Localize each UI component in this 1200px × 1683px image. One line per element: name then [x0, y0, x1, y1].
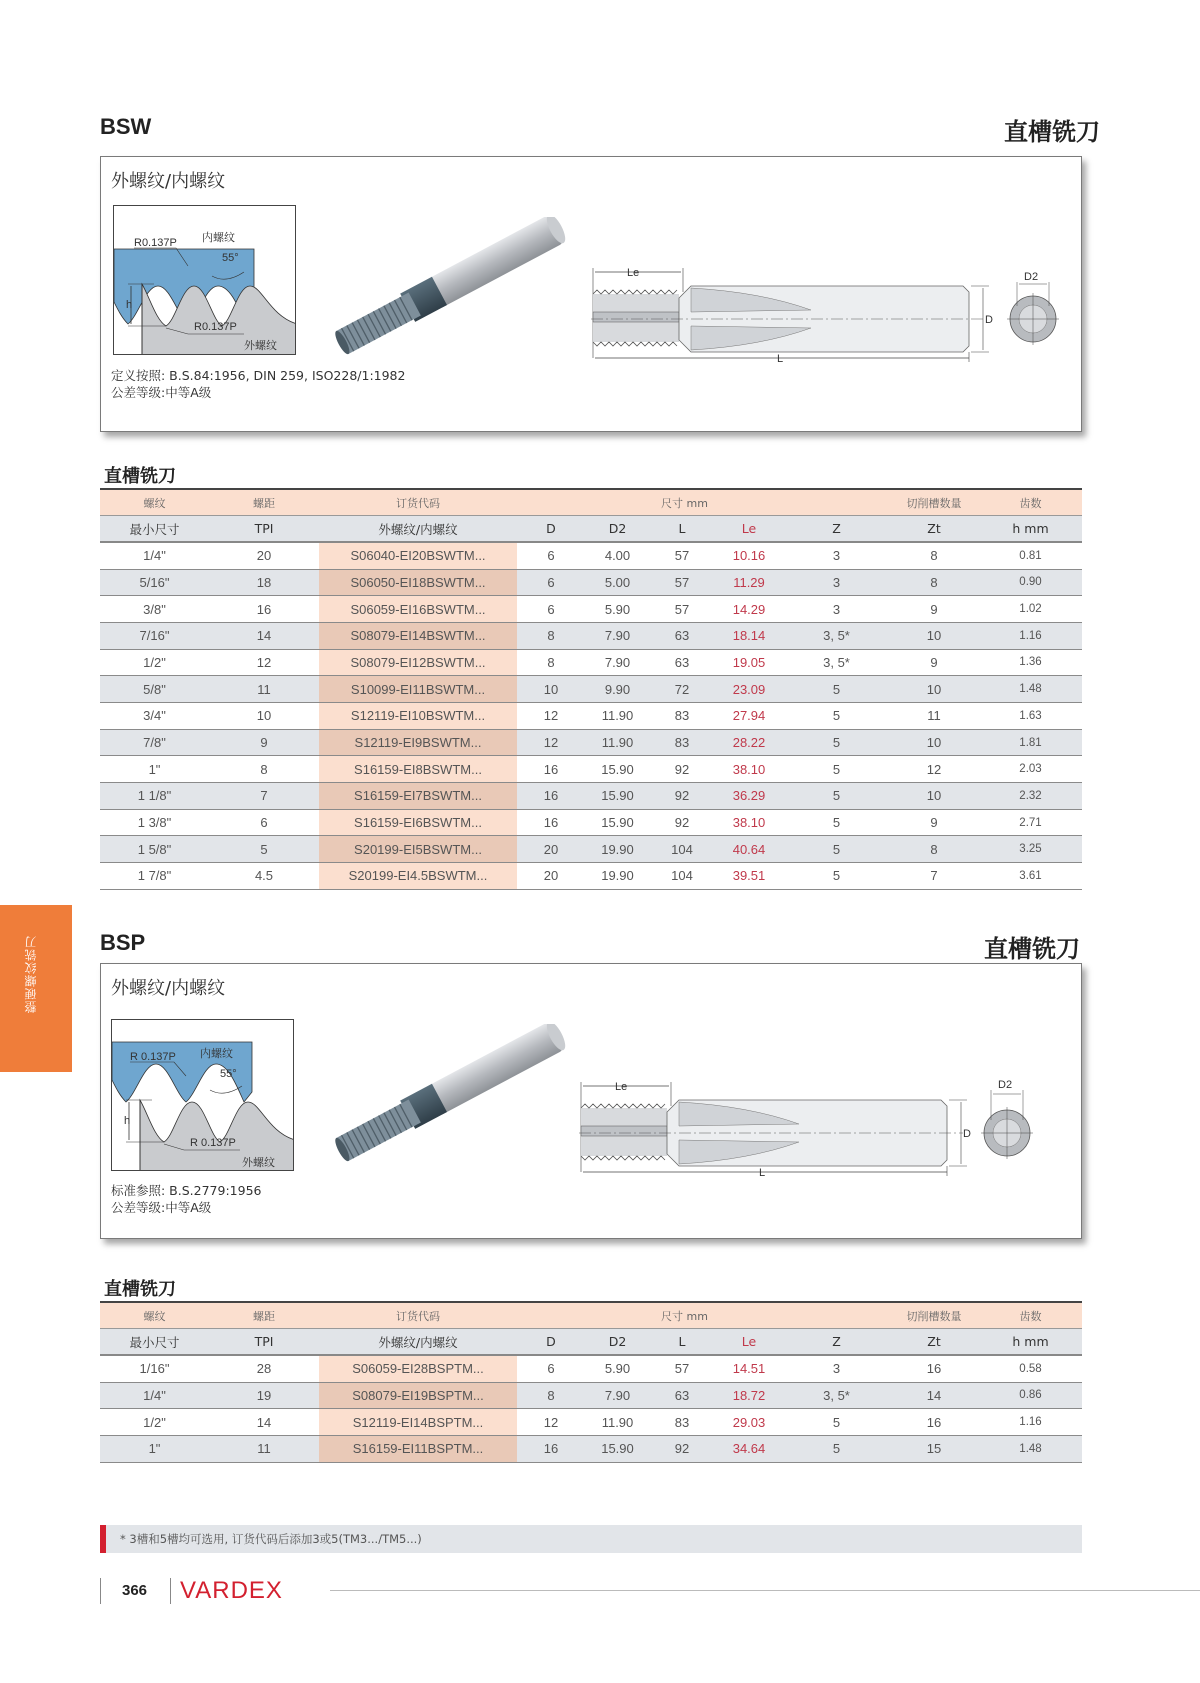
cell-zt: 9 — [889, 809, 979, 836]
col-h-mm: h mm — [979, 516, 1082, 543]
cell-d: 20 — [517, 836, 585, 863]
table-row — [100, 1409, 1082, 1436]
cell-min-size: 1 7/8" — [100, 863, 209, 890]
cell-l: 72 — [650, 676, 714, 703]
cell-min-size: 1/16" — [100, 1355, 209, 1382]
cell-l: 57 — [650, 1355, 714, 1382]
svg-text:内螺纹: 内螺纹 — [200, 1048, 233, 1060]
section-title-bsp: BSP — [100, 930, 146, 955]
cell-l: 92 — [650, 756, 714, 783]
tool-technical-drawing — [579, 1076, 1049, 1186]
cell-order-code: S08079-EI12BSWTM... — [319, 649, 517, 676]
svg-text:h: h — [124, 1115, 131, 1127]
cell-order-code: S06059-EI28BSPTM... — [319, 1355, 517, 1382]
svg-text:Le: Le — [615, 1081, 628, 1093]
cell-h-mm: 2.32 — [979, 783, 1082, 810]
footer-divider — [100, 1578, 101, 1604]
cell-min-size: 1/4" — [100, 542, 209, 569]
cell-zt: 8 — [889, 542, 979, 569]
cell-h-mm: 0.86 — [979, 1382, 1082, 1409]
cell-le: 40.64 — [714, 836, 784, 863]
cell-order-code: S16159-EI7BSWTM... — [319, 783, 517, 810]
cell-z: 5 — [784, 729, 889, 756]
col-d: D — [517, 516, 585, 543]
cell-l: 63 — [650, 649, 714, 676]
table-row — [100, 622, 1082, 649]
col-tpi: TPI — [209, 516, 319, 543]
l-dim-label: L — [777, 353, 784, 365]
cell-z: 5 — [784, 863, 889, 890]
svg-text:L: L — [759, 1167, 766, 1179]
header-group-order-code: 订货代码 — [319, 489, 517, 516]
cell-min-size: 1/2" — [100, 1409, 209, 1436]
col-min-size: 最小尺寸 — [100, 1329, 209, 1356]
cell-d2: 15.90 — [585, 783, 650, 810]
table-row — [100, 809, 1082, 836]
cell-l: 83 — [650, 729, 714, 756]
header-group-thread: 螺纹 — [100, 489, 209, 516]
header-group-pitch: 螺距 — [209, 1302, 319, 1329]
tool-3d-render — [321, 217, 581, 357]
header-group-flutes: 切削槽数量 — [889, 489, 979, 516]
cell-min-size: 1" — [100, 756, 209, 783]
cell-zt: 10 — [889, 729, 979, 756]
cell-order-code: S10099-EI11BSWTM... — [319, 676, 517, 703]
svg-text:D2: D2 — [998, 1079, 1013, 1091]
cell-tpi: 7 — [209, 783, 319, 810]
cell-tpi: 19 — [209, 1382, 319, 1409]
cell-order-code: S16159-EI8BSWTM... — [319, 756, 517, 783]
section-tool-type-bsw: 直槽铣刀 — [1004, 118, 1100, 146]
cell-tpi: 16 — [209, 596, 319, 623]
cell-z: 5 — [784, 836, 889, 863]
cell-z: 3, 5* — [784, 622, 889, 649]
cell-l: 83 — [650, 703, 714, 730]
table-row — [100, 649, 1082, 676]
cell-z: 3 — [784, 542, 889, 569]
d2-dim-label: D2 — [1024, 271, 1039, 283]
cell-le: 34.64 — [714, 1435, 784, 1462]
cell-h-mm: 0.58 — [979, 1355, 1082, 1382]
cell-order-code: S12119-EI14BSPTM... — [319, 1409, 517, 1436]
cell-order-code: S20199-EI4.5BSWTM... — [319, 863, 517, 890]
cell-d2: 4.00 — [585, 542, 650, 569]
brand-logo: VARDEX — [180, 1577, 283, 1604]
cell-h-mm: 1.16 — [979, 622, 1082, 649]
header-group-teeth: 齿数 — [979, 489, 1082, 516]
table-row — [100, 703, 1082, 730]
col-min-size: 最小尺寸 — [100, 516, 209, 543]
cell-order-code: S20199-EI5BSWTM... — [319, 836, 517, 863]
cell-d: 16 — [517, 1435, 585, 1462]
spec-table-bsw — [100, 488, 1082, 890]
col-ext-int: 外螺纹/内螺纹 — [319, 516, 517, 543]
cell-d: 6 — [517, 1355, 585, 1382]
cell-le: 38.10 — [714, 809, 784, 836]
cell-h-mm: 0.90 — [979, 569, 1082, 596]
cell-d: 12 — [517, 1409, 585, 1436]
cell-z: 3 — [784, 596, 889, 623]
page-number: 366 — [122, 1582, 148, 1599]
col-zt: Zt — [889, 1329, 979, 1356]
svg-text:外螺纹: 外螺纹 — [244, 340, 277, 352]
cell-d2: 7.90 — [585, 649, 650, 676]
cell-d2: 15.90 — [585, 756, 650, 783]
cell-zt: 10 — [889, 783, 979, 810]
cell-l: 57 — [650, 569, 714, 596]
cell-l: 92 — [650, 1435, 714, 1462]
table-row — [100, 676, 1082, 703]
cell-h-mm: 3.61 — [979, 863, 1082, 890]
cell-l: 57 — [650, 542, 714, 569]
internal-radius-label: R0.137P — [134, 237, 177, 249]
cell-tpi: 28 — [209, 1355, 319, 1382]
cell-le: 38.10 — [714, 756, 784, 783]
cell-l: 92 — [650, 809, 714, 836]
cell-d: 12 — [517, 703, 585, 730]
cell-z: 5 — [784, 809, 889, 836]
table-row — [100, 569, 1082, 596]
side-category-tab[interactable] — [0, 905, 72, 1072]
cell-order-code: S06040-EI20BSWTM... — [319, 542, 517, 569]
cell-tpi: 11 — [209, 1435, 319, 1462]
cell-le: 10.16 — [714, 542, 784, 569]
table-title-bsw: 直槽铣刀 — [104, 466, 176, 487]
cell-d: 12 — [517, 729, 585, 756]
cell-tpi: 12 — [209, 649, 319, 676]
thread-profile-diagram — [113, 205, 296, 355]
cell-le: 39.51 — [714, 863, 784, 890]
col-le: Le — [714, 516, 784, 543]
cell-l: 104 — [650, 863, 714, 890]
header-group-flutes: 切削槽数量 — [889, 1302, 979, 1329]
cell-zt: 14 — [889, 1382, 979, 1409]
header-group-order-code: 订货代码 — [319, 1302, 517, 1329]
cell-d: 10 — [517, 676, 585, 703]
cell-le: 28.22 — [714, 729, 784, 756]
cell-order-code: S06059-EI16BSWTM... — [319, 596, 517, 623]
panel-title: 外螺纹/内螺纹 — [111, 171, 226, 192]
table-row — [100, 1355, 1082, 1382]
cell-le: 36.29 — [714, 783, 784, 810]
d-dim-label: D — [985, 314, 993, 326]
cell-d2: 9.90 — [585, 676, 650, 703]
svg-text:h: h — [126, 299, 133, 311]
cell-d2: 11.90 — [585, 1409, 650, 1436]
cell-h-mm: 0.81 — [979, 542, 1082, 569]
cell-min-size: 5/8" — [100, 676, 209, 703]
thread-info-panel-bsp — [100, 963, 1082, 1239]
cell-order-code: S16159-EI6BSWTM... — [319, 809, 517, 836]
cell-le: 14.51 — [714, 1355, 784, 1382]
cell-d2: 19.90 — [585, 836, 650, 863]
footnote — [100, 1525, 1082, 1553]
table-row — [100, 863, 1082, 890]
col-z: Z — [784, 516, 889, 543]
thread-info-panel-bsw — [100, 156, 1082, 432]
col-zt: Zt — [889, 516, 979, 543]
cell-l: 63 — [650, 1382, 714, 1409]
cell-zt: 9 — [889, 596, 979, 623]
cell-order-code: S08079-EI14BSWTM... — [319, 622, 517, 649]
footer-divider — [170, 1578, 171, 1604]
cell-zt: 16 — [889, 1409, 979, 1436]
cell-d2: 5.00 — [585, 569, 650, 596]
cell-zt: 8 — [889, 569, 979, 596]
cell-z: 5 — [784, 1409, 889, 1436]
cell-min-size: 1/2" — [100, 649, 209, 676]
svg-text:R 0.137P: R 0.137P — [190, 1137, 236, 1149]
col-d: D — [517, 1329, 585, 1356]
cell-d2: 7.90 — [585, 1382, 650, 1409]
svg-text:R 0.137P: R 0.137P — [130, 1051, 176, 1063]
cell-d2: 7.90 — [585, 622, 650, 649]
table-row — [100, 542, 1082, 569]
cell-order-code: S16159-EI11BSPTM... — [319, 1435, 517, 1462]
cell-d: 6 — [517, 542, 585, 569]
cell-min-size: 7/8" — [100, 729, 209, 756]
cell-tpi: 5 — [209, 836, 319, 863]
cell-h-mm: 1.63 — [979, 703, 1082, 730]
standard-reference: 定义按照: B.S.84:1956, DIN 259, ISO228/1:1982 — [111, 368, 406, 383]
cell-min-size: 1/4" — [100, 1382, 209, 1409]
table-row — [100, 596, 1082, 623]
cell-zt: 8 — [889, 836, 979, 863]
cell-d2: 15.90 — [585, 809, 650, 836]
side-tab-label: 整硬螺纹铣刀 — [24, 935, 38, 1013]
cell-h-mm: 1.81 — [979, 729, 1082, 756]
cell-zt: 7 — [889, 863, 979, 890]
cell-h-mm: 1.02 — [979, 596, 1082, 623]
tool-technical-drawing — [591, 262, 1071, 372]
cell-d2: 15.90 — [585, 1435, 650, 1462]
cell-l: 92 — [650, 783, 714, 810]
cell-order-code: S06050-EI18BSWTM... — [319, 569, 517, 596]
header-group-teeth: 齿数 — [979, 1302, 1082, 1329]
table-row — [100, 729, 1082, 756]
cell-z: 5 — [784, 783, 889, 810]
cell-tpi: 9 — [209, 729, 319, 756]
col-ext-int: 外螺纹/内螺纹 — [319, 1329, 517, 1356]
cell-tpi: 18 — [209, 569, 319, 596]
cell-h-mm: 2.71 — [979, 809, 1082, 836]
cell-d: 16 — [517, 809, 585, 836]
cell-d: 8 — [517, 622, 585, 649]
cell-min-size: 3/4" — [100, 703, 209, 730]
header-group-row — [100, 489, 1082, 516]
cell-d: 8 — [517, 1382, 585, 1409]
cell-zt: 12 — [889, 756, 979, 783]
col-d2: D2 — [585, 516, 650, 543]
cell-l: 63 — [650, 622, 714, 649]
cell-zt: 9 — [889, 649, 979, 676]
col-h-mm: h mm — [979, 1329, 1082, 1356]
cell-zt: 10 — [889, 676, 979, 703]
cell-min-size: 5/16" — [100, 569, 209, 596]
header-group-dimensions: 尺寸 mm — [585, 1302, 784, 1329]
cell-min-size: 7/16" — [100, 622, 209, 649]
cell-z: 3 — [784, 569, 889, 596]
cell-z: 5 — [784, 676, 889, 703]
cell-l: 104 — [650, 836, 714, 863]
section-tool-type-bsp: 直槽铣刀 — [984, 935, 1080, 963]
cell-le: 18.72 — [714, 1382, 784, 1409]
standard-reference: 标准参照: B.S.2779:1956 — [111, 1183, 262, 1198]
svg-text:外螺纹: 外螺纹 — [242, 1157, 275, 1169]
cell-zt: 11 — [889, 703, 979, 730]
cell-min-size: 1 3/8" — [100, 809, 209, 836]
header-group-thread: 螺纹 — [100, 1302, 209, 1329]
cell-h-mm: 1.48 — [979, 1435, 1082, 1462]
cell-d: 6 — [517, 596, 585, 623]
cell-tpi: 10 — [209, 703, 319, 730]
cell-le: 11.29 — [714, 569, 784, 596]
table-row — [100, 783, 1082, 810]
cell-min-size: 1" — [100, 1435, 209, 1462]
panel-title: 外螺纹/内螺纹 — [111, 978, 226, 999]
cell-tpi: 6 — [209, 809, 319, 836]
cell-d: 16 — [517, 783, 585, 810]
svg-text:55°: 55° — [220, 1068, 237, 1080]
cell-l: 57 — [650, 596, 714, 623]
cell-d: 16 — [517, 756, 585, 783]
thread-profile-diagram — [111, 1019, 294, 1171]
cell-order-code: S12119-EI10BSWTM... — [319, 703, 517, 730]
cell-min-size: 1 1/8" — [100, 783, 209, 810]
cell-d: 8 — [517, 649, 585, 676]
cell-z: 3, 5* — [784, 649, 889, 676]
cell-z: 5 — [784, 756, 889, 783]
cell-zt: 16 — [889, 1355, 979, 1382]
cell-le: 14.29 — [714, 596, 784, 623]
tolerance-class: 公差等级:中等A级 — [111, 1200, 212, 1215]
cell-z: 3 — [784, 1355, 889, 1382]
tool-3d-render — [321, 1024, 581, 1164]
col-tpi: TPI — [209, 1329, 319, 1356]
cell-min-size: 3/8" — [100, 596, 209, 623]
table-row — [100, 836, 1082, 863]
col-z: Z — [784, 1329, 889, 1356]
cell-d: 6 — [517, 569, 585, 596]
svg-text:55°: 55° — [222, 252, 239, 264]
col-l: L — [650, 516, 714, 543]
cell-min-size: 1 5/8" — [100, 836, 209, 863]
cell-l: 83 — [650, 1409, 714, 1436]
cell-h-mm: 1.48 — [979, 676, 1082, 703]
cell-h-mm: 2.03 — [979, 756, 1082, 783]
cell-le: 27.94 — [714, 703, 784, 730]
table-row — [100, 756, 1082, 783]
cell-h-mm: 1.36 — [979, 649, 1082, 676]
tolerance-class: 公差等级:中等A级 — [111, 385, 212, 400]
cell-order-code: S12119-EI9BSWTM... — [319, 729, 517, 756]
column-header-row — [100, 1329, 1082, 1356]
svg-text:内螺纹: 内螺纹 — [202, 232, 235, 244]
header-group-pitch: 螺距 — [209, 489, 319, 516]
svg-text:R0.137P: R0.137P — [194, 321, 237, 333]
cell-zt: 10 — [889, 622, 979, 649]
header-group-row — [100, 1302, 1082, 1329]
footnote-text: * 3槽和5槽均可选用, 订货代码后添加3或5(TM3.../TM5...) — [120, 1532, 422, 1546]
le-dim-label: Le — [627, 267, 640, 279]
col-l: L — [650, 1329, 714, 1356]
cell-h-mm: 1.16 — [979, 1409, 1082, 1436]
spec-table-bsp — [100, 1301, 1082, 1463]
cell-tpi: 11 — [209, 676, 319, 703]
cell-d2: 19.90 — [585, 863, 650, 890]
section-title-bsw: BSW — [100, 114, 152, 139]
cell-le: 29.03 — [714, 1409, 784, 1436]
cell-order-code: S08079-EI19BSPTM... — [319, 1382, 517, 1409]
cell-z: 5 — [784, 1435, 889, 1462]
cell-zt: 15 — [889, 1435, 979, 1462]
header-group-dimensions: 尺寸 mm — [585, 489, 784, 516]
footnote-accent-bar — [100, 1525, 106, 1553]
table-row — [100, 1435, 1082, 1462]
footer-rule — [330, 1590, 1200, 1591]
cell-le: 19.05 — [714, 649, 784, 676]
cell-z: 3, 5* — [784, 1382, 889, 1409]
cell-tpi: 20 — [209, 542, 319, 569]
cell-le: 23.09 — [714, 676, 784, 703]
col-le: Le — [714, 1329, 784, 1356]
col-d2: D2 — [585, 1329, 650, 1356]
cell-tpi: 8 — [209, 756, 319, 783]
cell-le: 18.14 — [714, 622, 784, 649]
cell-d2: 11.90 — [585, 703, 650, 730]
cell-tpi: 4.5 — [209, 863, 319, 890]
column-header-row — [100, 516, 1082, 543]
cell-z: 5 — [784, 703, 889, 730]
svg-text:D: D — [963, 1128, 971, 1140]
cell-tpi: 14 — [209, 1409, 319, 1436]
cell-d2: 5.90 — [585, 1355, 650, 1382]
cell-d2: 11.90 — [585, 729, 650, 756]
cell-tpi: 14 — [209, 622, 319, 649]
cell-h-mm: 3.25 — [979, 836, 1082, 863]
table-title-bsp: 直槽铣刀 — [104, 1279, 176, 1300]
cell-d2: 5.90 — [585, 596, 650, 623]
cell-d: 20 — [517, 863, 585, 890]
table-row — [100, 1382, 1082, 1409]
